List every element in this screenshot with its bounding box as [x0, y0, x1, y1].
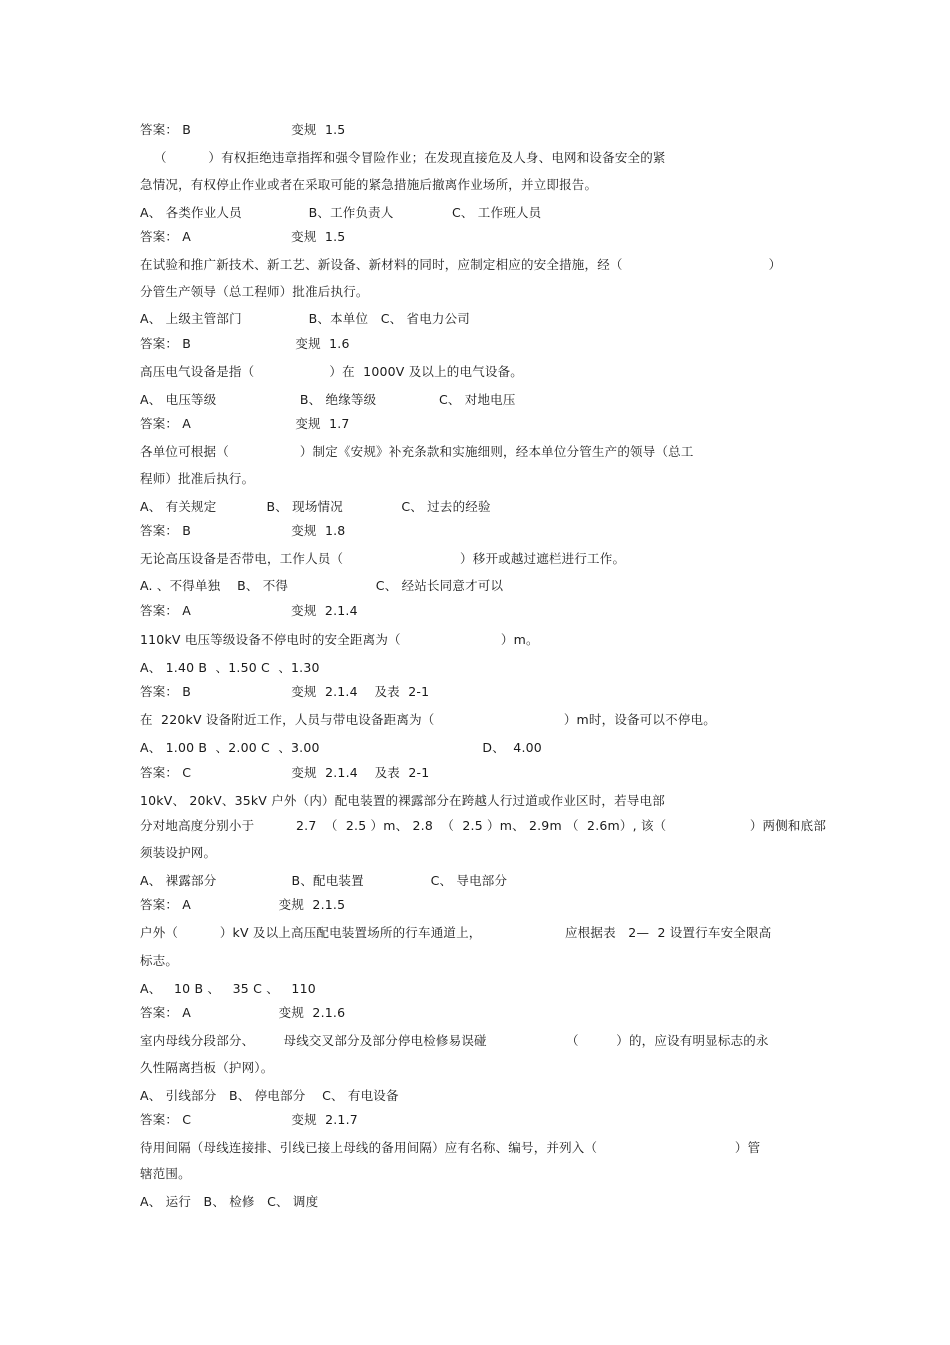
question-text: 各单位可根据（ ）制定《安规》补充条款和实施细则，经本单位分管生产的领导（总工 — [140, 444, 694, 459]
question-text: 久性隔离挡板（护网）。 — [140, 1060, 274, 1075]
options-line: A、 上级主管部门 B、本单位 C、 省电力公司 — [140, 311, 470, 326]
answer-line: 答案： B 变规 2.1.4 及表 2-1 — [140, 684, 430, 699]
answer-line: 答案： A 变规 2.1.6 — [140, 1005, 346, 1020]
answer-line: 答案： A 变规 1.5 — [140, 229, 346, 244]
answer-line: 答案： A 变规 1.7 — [140, 416, 350, 431]
answer-line: 答案： B 变规 1.6 — [140, 336, 350, 351]
question-text: 高压电气设备是指（ ）在 1000V 及以上的电气设备。 — [140, 364, 524, 379]
question-text: （ ）有权拒绝违章指挥和强令冒险作业；在发现直接危及人身、电网和设备安全的紧 — [154, 150, 666, 165]
options-line: A、 裸露部分 B、配电装置 C、 导电部分 — [140, 873, 508, 888]
question-text: 分对地高度分别小于 2.7 （ 2.5 ）m、 2.8 （ 2.5 ）m、 2.9m （ 2.6m）, 该（ ）两侧和底部 — [140, 818, 827, 833]
options-line: A、 运行 B、 检修 C、 调度 — [140, 1194, 319, 1209]
answer-line: 答案： C 变规 2.1.4 及表 2-1 — [140, 765, 430, 780]
options-line: A、 电压等级 B、 绝缘等级 C、 对地电压 — [140, 392, 516, 407]
options-line: A、 1.40 B 、1.50 C 、1.30 — [140, 660, 320, 675]
options-line: A、 引线部分 B、 停电部分 C、 有电设备 — [140, 1088, 399, 1103]
answer-line: 答案： B 变规 1.5 — [140, 122, 346, 137]
question-text: 须装设护网。 — [140, 845, 217, 860]
question-text: 在试验和推广新技术、新工艺、新设备、新材料的同时，应制定相应的安全措施，经（ ） — [140, 257, 782, 272]
question-text: 程师）批准后执行。 — [140, 471, 255, 486]
options-line: A、 各类作业人员 B、工作负责人 C、 工作班人员 — [140, 205, 542, 220]
question-text: 分管生产领导（总工程师）批准后执行。 — [140, 284, 369, 299]
question-text: 在 220kV 设备附近工作，人员与带电设备距离为（ ）m时，设备可以不停电。 — [140, 712, 716, 727]
question-text: 10kV、 20kV、35kV 户外（内）配电装置的裸露部分在跨越人行过道或作业区时，若导电部 — [140, 793, 665, 808]
question-text: 室内母线分段部分、 母线交叉部分及部分停电检修易误碰 （ ）的，应设有明显标志的永 — [140, 1033, 769, 1048]
question-text: 急情况，有权停止作业或者在采取可能的紧急措施后撤离作业场所，并立即报告。 — [140, 177, 598, 192]
question-text: 110kV 电压等级设备不停电时的安全距离为（ ）m。 — [140, 632, 539, 647]
question-text: 辖范围。 — [140, 1166, 191, 1181]
options-line: A、 有关规定 B、 现场情况 C、 过去的经验 — [140, 499, 491, 514]
answer-line: 答案： C 变规 2.1.7 — [140, 1112, 358, 1127]
options-line: A、 10 B 、 35 C 、 110 — [140, 981, 316, 996]
question-text: 户外（ ）kV 及以上高压配电装置场所的行车通道上， 应根据表 2— 2 设置行车安全限高 — [140, 925, 772, 940]
options-line: A、 1.00 B 、2.00 C 、3.00 D、 4.00 — [140, 740, 542, 755]
question-text: 无论高压设备是否带电，工作人员（ ）移开或越过遮栏进行工作。 — [140, 551, 626, 566]
options-line: A. 、不得单独 B、 不得 C、 经站长同意才可以 — [140, 578, 504, 593]
question-text: 待用间隔（母线连接排、引线已接上母线的备用间隔）应有名称、编号，并列入（ ）管 — [140, 1140, 761, 1155]
question-text: 标志。 — [140, 953, 179, 968]
answer-line: 答案： A 变规 2.1.4 — [140, 603, 358, 618]
answer-line: 答案： A 变规 2.1.5 — [140, 897, 346, 912]
answer-line: 答案： B 变规 1.8 — [140, 523, 346, 538]
